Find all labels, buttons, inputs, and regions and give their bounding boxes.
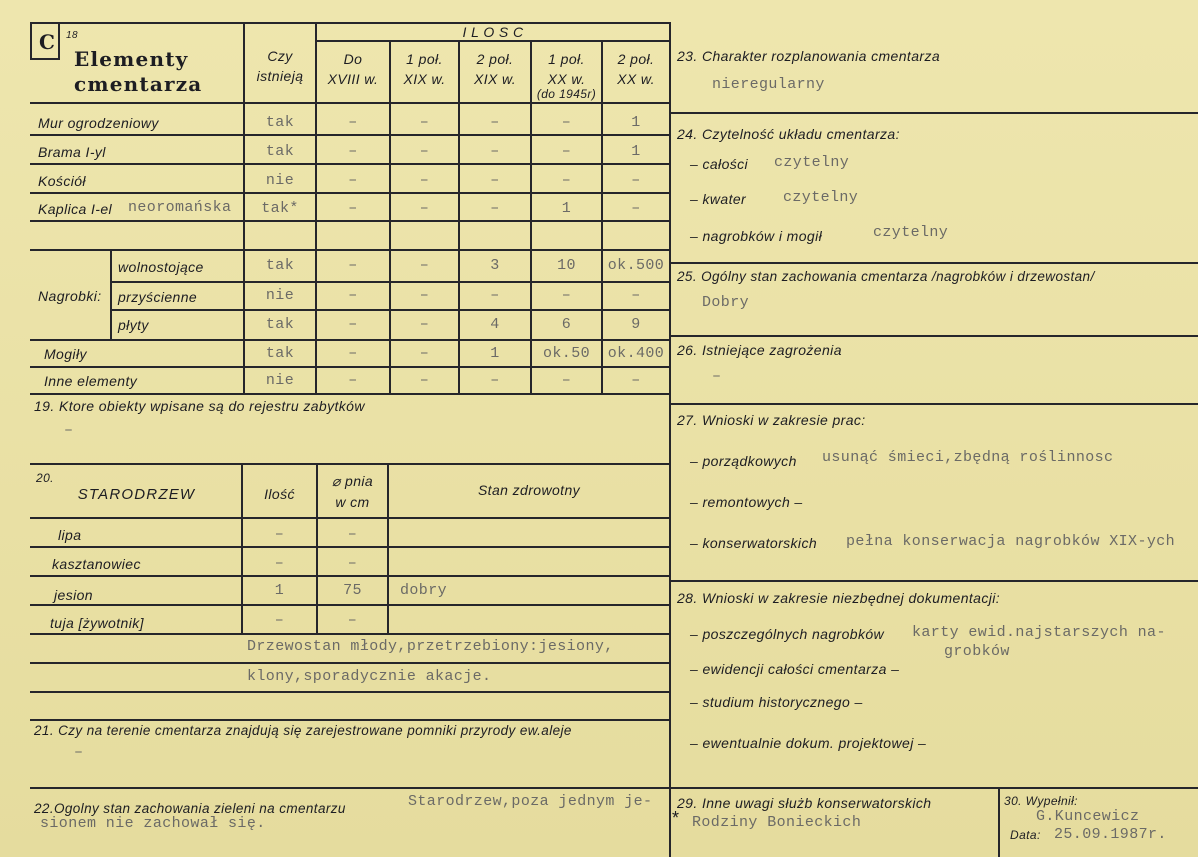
cell-value: – bbox=[561, 114, 572, 131]
period-label: 1 poł. bbox=[548, 51, 585, 67]
q22-answer-line2: sionem nie zachował się. bbox=[40, 815, 266, 832]
cell-value: – bbox=[631, 172, 641, 189]
row-line bbox=[30, 220, 671, 222]
exists-value: nie bbox=[265, 287, 295, 304]
q23-label: 23. Charakter rozplanowania cmentarza bbox=[677, 48, 941, 64]
q30-name: G.Kuncewicz bbox=[1036, 808, 1140, 825]
cell-value: – bbox=[631, 372, 641, 389]
q24-label: 24. Czytelność układu cmentarza: bbox=[677, 126, 900, 142]
row-label: Inne elementy bbox=[44, 373, 138, 389]
row-line bbox=[30, 366, 671, 368]
section-line bbox=[669, 262, 1198, 264]
q28-item-answer2: grobków bbox=[944, 643, 1010, 660]
row-label: Brama I-yl bbox=[38, 144, 106, 160]
cell-value: – bbox=[561, 372, 572, 389]
exists-value: tak bbox=[265, 316, 295, 333]
ilosc-underline bbox=[315, 40, 671, 42]
cell-value: ok.50 bbox=[542, 345, 590, 362]
period-label: XIX w. bbox=[473, 71, 517, 87]
q25-answer: Dobry bbox=[702, 294, 750, 311]
cell-value: – bbox=[419, 345, 430, 362]
q24-item-answer: czytelny bbox=[774, 154, 850, 171]
period-label: XX w. bbox=[547, 71, 586, 87]
tree-state: dobry bbox=[400, 582, 448, 599]
cell-value: – bbox=[419, 287, 430, 304]
corner-letter: C bbox=[39, 30, 55, 54]
exists-value: tak bbox=[265, 143, 295, 160]
q22-answer-line1: Starodrzew,poza jednym je- bbox=[408, 793, 653, 810]
cell-value: 10 bbox=[557, 257, 576, 274]
tree-diam: 75 bbox=[343, 582, 362, 599]
cell-value: – bbox=[490, 287, 500, 304]
row-line bbox=[30, 633, 671, 635]
row-line bbox=[30, 691, 671, 693]
ilosc-label: I L O S C bbox=[462, 24, 524, 40]
cell-value: – bbox=[348, 200, 358, 217]
tree-count: – bbox=[274, 526, 285, 543]
czy-label1: Czy bbox=[267, 48, 293, 64]
exists-value: tak bbox=[265, 345, 295, 362]
q27-item-answer: pełna konserwacja nagrobków XIX-ych bbox=[846, 533, 1176, 550]
q22-label: 22.Ogolny stan zachowania zieleni na cmentarzu bbox=[34, 801, 346, 816]
czy-label2: istnieją bbox=[256, 68, 304, 84]
row-line bbox=[30, 517, 671, 519]
row-line bbox=[30, 249, 671, 251]
row-label: Mur ogrodzeniowy bbox=[38, 115, 159, 131]
cell-value: – bbox=[348, 257, 358, 274]
row-line bbox=[30, 575, 671, 577]
period-label: 1 poł. bbox=[406, 51, 443, 67]
q19-answer: – bbox=[64, 422, 74, 439]
corner-number: 18 bbox=[66, 30, 78, 41]
row-note: neoromańska bbox=[128, 199, 232, 216]
cell-value: ok.500 bbox=[607, 257, 665, 274]
exists-value: tak bbox=[265, 257, 295, 274]
q27-item-answer: usunąć śmieci,zbędną roślinnosc bbox=[822, 449, 1114, 466]
cell-value: – bbox=[348, 114, 358, 131]
section-line bbox=[30, 463, 671, 465]
q28-item-label: – poszczególnych nagrobków bbox=[690, 626, 885, 642]
q30-label: 30. Wypełnił: bbox=[1004, 794, 1078, 808]
period-label: XX w. bbox=[617, 71, 655, 87]
q19-label: 19. Ktore obiekty wpisane są do rejestru zabytków bbox=[34, 398, 365, 414]
q28-item-answer: karty ewid.najstarszych na- bbox=[912, 624, 1166, 641]
title-line1: Elementy bbox=[74, 47, 189, 71]
cell-value: – bbox=[490, 114, 500, 131]
q20-note-line1: Drzewostan młody,przetrzebiony:jesiony, bbox=[247, 638, 614, 655]
cell-value: – bbox=[419, 114, 430, 131]
center-divider bbox=[669, 22, 671, 857]
cell-value: – bbox=[561, 287, 572, 304]
cell-value: – bbox=[348, 372, 358, 389]
q28-item-label: – ewidencji całości cmentarza – bbox=[690, 661, 900, 677]
corner-box-line bbox=[30, 58, 60, 60]
period-label: 2 poł. bbox=[476, 51, 514, 67]
tree-name: jesion bbox=[54, 587, 93, 603]
col-line bbox=[998, 787, 1000, 857]
cell-value: 1 bbox=[631, 143, 641, 160]
q21-answer: – bbox=[74, 744, 84, 761]
tree-name: kasztanowiec bbox=[52, 556, 141, 572]
q24-item-label: – nagrobków i mogił bbox=[690, 228, 823, 244]
q30-date-label: Data: bbox=[1010, 828, 1041, 842]
row-line bbox=[30, 192, 671, 194]
row-line bbox=[30, 604, 671, 606]
section-line bbox=[669, 112, 1198, 114]
q21-label: 21. Czy na terenie cmentarza znajdują się zarejestrowane pomniki przyrody ew.aleje bbox=[34, 723, 572, 738]
q20-col-count: Ilość bbox=[264, 486, 295, 502]
q30-date: 25.09.1987r. bbox=[1054, 826, 1167, 843]
cell-value: – bbox=[561, 143, 572, 160]
row-label: wolnostojące bbox=[118, 259, 204, 275]
cell-value: – bbox=[419, 257, 430, 274]
q27-item-label: – porządkowych bbox=[690, 453, 797, 469]
exists-value: tak bbox=[265, 114, 295, 131]
q29-label: 29. Inne uwagi służb konserwatorskich bbox=[677, 795, 932, 811]
tree-count: – bbox=[274, 555, 285, 572]
cell-value: 1 bbox=[631, 114, 641, 131]
cell-value: 3 bbox=[490, 257, 500, 274]
q20-col-name: STARODRZEW bbox=[77, 486, 196, 503]
cell-value: – bbox=[419, 316, 430, 333]
cell-value: – bbox=[631, 287, 641, 304]
q24-item-label: – kwater bbox=[690, 191, 747, 207]
row-line bbox=[30, 134, 671, 136]
period-label: Do bbox=[343, 51, 363, 67]
q29-answer: Rodziny Bonieckich bbox=[692, 814, 862, 831]
exists-value: nie bbox=[265, 172, 295, 189]
section-line bbox=[669, 580, 1198, 582]
q26-answer: – bbox=[712, 368, 722, 385]
cell-value: – bbox=[348, 287, 358, 304]
q24-item-answer: czytelny bbox=[783, 189, 859, 206]
cell-value: – bbox=[419, 172, 430, 189]
q24-item-answer: czytelny bbox=[873, 224, 949, 241]
row-line bbox=[30, 546, 671, 548]
q20-col-diam1: ⌀ pnia bbox=[331, 473, 374, 489]
period-label: 2 poł. bbox=[617, 51, 655, 67]
cell-value: – bbox=[419, 372, 430, 389]
tree-name: tuja [żywotnik] bbox=[50, 615, 144, 631]
section-line bbox=[669, 403, 1198, 405]
cell-value: 1 bbox=[561, 200, 572, 217]
tree-diam: – bbox=[347, 612, 358, 629]
cell-value: – bbox=[419, 200, 430, 217]
cell-value: – bbox=[490, 172, 500, 189]
exists-value: tak* bbox=[261, 200, 299, 217]
tree-count: 1 bbox=[274, 582, 285, 599]
header-bottom-border bbox=[30, 102, 671, 104]
cell-value: 9 bbox=[631, 316, 641, 333]
row-label: Kościół bbox=[38, 173, 86, 189]
row-label: przyścienne bbox=[118, 289, 198, 305]
cell-value: – bbox=[490, 372, 500, 389]
q27-label: 27. Wnioski w zakresie prac: bbox=[677, 412, 866, 428]
section-line bbox=[669, 335, 1198, 337]
period-label: (do 1945r) bbox=[536, 87, 597, 101]
cell-value: 1 bbox=[490, 345, 500, 362]
row-line bbox=[30, 163, 671, 165]
q20-col-diam2: w cm bbox=[335, 494, 370, 510]
row-line bbox=[30, 662, 671, 664]
exists-value: nie bbox=[265, 372, 295, 389]
corner-box-line bbox=[58, 22, 60, 60]
cell-value: – bbox=[348, 143, 358, 160]
tree-name: lipa bbox=[58, 527, 82, 543]
q25-label: 25. Ogólny stan zachowania cmentarza /nagrobków i drzewostan/ bbox=[677, 269, 1095, 284]
cell-value: – bbox=[419, 143, 430, 160]
q28-label: 28. Wnioski w zakresie niezbędnej dokumentacji: bbox=[677, 590, 1001, 606]
q29-asterisk: * bbox=[672, 808, 680, 828]
q26-label: 26. Istniejące zagrożenia bbox=[677, 342, 842, 358]
row-label: Mogiły bbox=[44, 346, 87, 362]
corner-box-line bbox=[30, 22, 32, 60]
cell-value: – bbox=[348, 345, 358, 362]
q20-col-state: Stan zdrowotny bbox=[477, 482, 581, 498]
cell-value: – bbox=[490, 200, 500, 217]
cell-value: – bbox=[490, 143, 500, 160]
title-line2: cmentarza bbox=[74, 72, 203, 96]
q27-item-label: – konserwatorskich bbox=[690, 535, 818, 551]
q24-item-label: – całości bbox=[690, 156, 749, 172]
tree-count: – bbox=[274, 612, 285, 629]
row-line bbox=[30, 719, 671, 721]
cell-value: 6 bbox=[561, 316, 572, 333]
q28-item-label: – studium historycznego – bbox=[690, 694, 863, 710]
tree-diam: – bbox=[347, 555, 358, 572]
row-line bbox=[30, 393, 671, 395]
row-line bbox=[30, 339, 671, 341]
nagrobki-label: Nagrobki: bbox=[38, 288, 102, 304]
section-line bbox=[30, 787, 671, 789]
cell-value: – bbox=[631, 200, 641, 217]
cell-value: ok.400 bbox=[607, 345, 665, 362]
period-label: XIX w. bbox=[403, 71, 446, 87]
q20-number: 20. bbox=[36, 471, 54, 485]
cell-value: – bbox=[561, 172, 572, 189]
period-label: XVIII w. bbox=[327, 71, 379, 87]
cell-value: – bbox=[348, 172, 358, 189]
q27-item-label: – remontowych – bbox=[690, 494, 803, 510]
col-line bbox=[110, 249, 112, 339]
q28-item-label: – ewentualnie dokum. projektowej – bbox=[690, 735, 927, 751]
tree-diam: – bbox=[347, 526, 358, 543]
q23-answer: nieregularny bbox=[712, 76, 825, 93]
row-label: Kaplica I-el bbox=[38, 201, 113, 217]
row-label: płyty bbox=[118, 317, 149, 333]
cell-value: 4 bbox=[490, 316, 500, 333]
q20-note-line2: klony,sporadycznie akacje. bbox=[247, 668, 492, 685]
section-line bbox=[669, 787, 1198, 789]
cell-value: – bbox=[348, 316, 358, 333]
